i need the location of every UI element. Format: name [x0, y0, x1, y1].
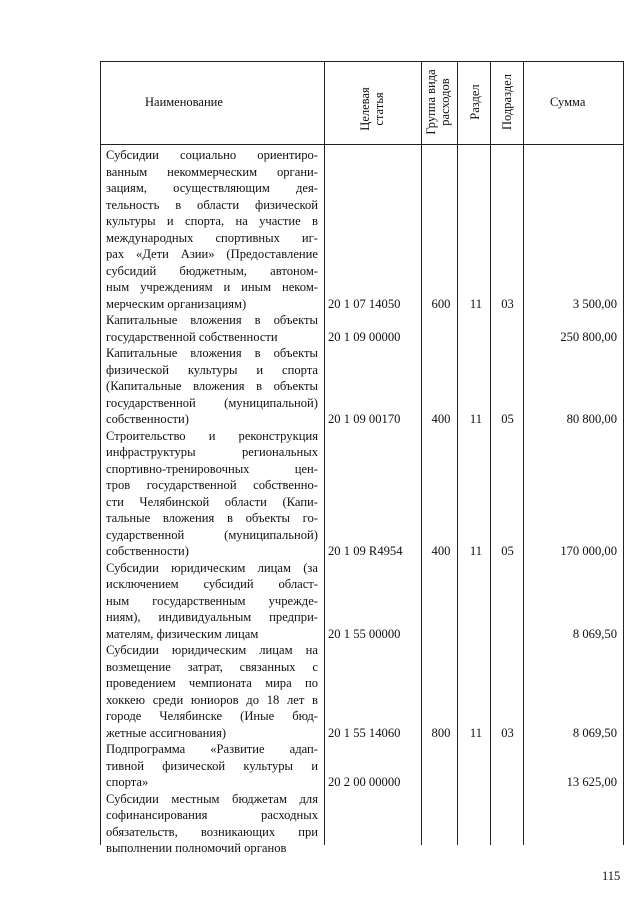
row-name-line: спорта»: [106, 775, 149, 789]
col-border: [421, 61, 422, 845]
row-name-line: софинансирования расходных: [106, 808, 318, 822]
row-name-line: обязательств, возникающих при: [106, 824, 318, 839]
row-group: 800: [431, 725, 451, 740]
page-number: 115: [602, 869, 621, 883]
row-code: 20 1 09 R4954: [328, 544, 403, 558]
row-section: 11: [469, 412, 483, 426]
row-name: [106, 345, 318, 428]
row-name: [106, 560, 318, 643]
row-subsection: 05: [501, 544, 514, 558]
row-group: 400: [431, 544, 451, 558]
row-name-line: рах «Дети Азии» (Предоставление: [106, 247, 318, 261]
row-amount: 250 800,00: [560, 329, 617, 344]
row-name-line: субсидий бюджетным, автоном-: [106, 263, 318, 278]
row-amount: 80 800,00: [566, 412, 617, 426]
row-name: [106, 428, 318, 560]
row-name-line: (Капитальные вложения в объекты: [106, 379, 318, 393]
row-name: [106, 642, 318, 741]
row-name-line: городе Челябинске (Иные бюд-: [106, 709, 318, 723]
row-group: 400: [431, 412, 451, 426]
row-group: 600: [431, 296, 451, 311]
row-amount: 8 069,50: [572, 725, 617, 740]
row-name-line: мерческим организациям): [106, 296, 247, 311]
row-name-line: Субсидии социально ориентиро-: [106, 148, 318, 162]
row-code: 20 2 00 00000: [328, 775, 401, 789]
row-code: 20 1 55 14060: [328, 725, 401, 740]
row-name-line: культуры и спорта, на участие в: [106, 214, 318, 228]
row-amount: 3 500,00: [572, 296, 617, 311]
row-name: [106, 791, 318, 857]
row-name-line: исключением субсидий област-: [106, 577, 318, 591]
row-name-line: государственной (муниципальной): [106, 395, 318, 410]
row-name-line: Субсидии местным бюджетам для: [106, 791, 318, 806]
row-name-line: Строительство и реконструкция: [106, 428, 318, 443]
header-section: Раздел: [468, 84, 482, 120]
row-name-line: мателям, физическим лицам: [106, 626, 259, 641]
row-name-line: спортивно-тренировочных цен-: [106, 461, 318, 476]
row-name-line: Субсидии юридическим лицам на: [106, 643, 318, 657]
header-group: [424, 60, 454, 144]
row-name-line: государственной собственности: [106, 329, 278, 344]
row-name-line: Субсидии юридическим лицам (за: [106, 560, 318, 575]
row-section: 11: [469, 296, 483, 311]
row-name-line: ниям), индивидуальным предпри-: [106, 610, 318, 624]
row-name-line: ным учреждениям и иным неком-: [106, 280, 318, 294]
row-name-line: тельность в области физической: [106, 197, 318, 212]
row-name-line: тальные вложения в объекты го-: [106, 511, 318, 525]
row-name-line: сударственной (муниципальной): [106, 527, 318, 542]
row-name-line: собственности): [106, 412, 189, 426]
header-group-line1: Группа вида: [424, 69, 438, 135]
row-code: 20 1 07 14050: [328, 296, 401, 311]
row-name-line: сти Челябинской области (Капи-: [106, 494, 318, 509]
row-name-line: возмещение затрат, связанных с: [106, 659, 318, 674]
row-amount: 13 625,00: [566, 775, 617, 789]
row-subsection: 05: [501, 412, 514, 426]
header-group-line2: расходов: [438, 78, 452, 126]
col-border: [324, 61, 325, 845]
header-subsection: Подраздел: [500, 74, 514, 130]
col-border: [623, 61, 624, 845]
row-subsection: 03: [501, 725, 514, 740]
row-name: [106, 147, 318, 312]
row-name-line: жетные ассигнования): [106, 725, 227, 740]
row-section: 11: [469, 725, 483, 740]
row-name-line: тивной физической культуры и: [106, 758, 318, 773]
row-name-line: физической культуры и спорта: [106, 362, 318, 377]
row-name: [106, 741, 318, 791]
row-name-line: ванным некоммерческим органи-: [106, 164, 318, 179]
row-amount: 170 000,00: [560, 544, 617, 558]
row-name: [106, 312, 318, 345]
row-code: 20 1 55 00000: [328, 626, 401, 641]
row-subsection: 03: [501, 296, 514, 311]
header-amount: Сумма: [550, 95, 586, 109]
row-name-line: тров государственной собственно-: [106, 478, 318, 492]
header-target-line1: Целевая: [358, 87, 372, 131]
row-name-line: ным государственным учрежде-: [106, 593, 318, 608]
header-name: Наименование: [145, 95, 223, 109]
row-amount: 8 069,50: [572, 626, 617, 641]
row-name-line: проведением чемпионата мира по: [106, 676, 318, 690]
row-name-line: Подпрограмма «Развитие адап-: [106, 742, 318, 756]
row-name-line: зациям, осуществляющим дея-: [106, 181, 318, 195]
row-name-line: собственности): [106, 544, 189, 558]
row-code: 20 1 09 00170: [328, 412, 401, 426]
table-top-border: [100, 61, 624, 62]
row-name-line: хоккею среди юниоров до 18 лет в: [106, 692, 318, 707]
row-code: 20 1 09 00000: [328, 329, 401, 344]
row-name-line: Капитальные вложения в объекты: [106, 346, 318, 360]
col-border: [100, 61, 101, 845]
row-name-line: выполнении полномочий органов: [106, 841, 287, 855]
row-name-line: Капитальные вложения в объекты: [106, 313, 318, 327]
row-name-line: инфраструктуры региональных: [106, 445, 318, 459]
header-target: [358, 67, 388, 151]
row-section: 11: [469, 544, 483, 558]
row-name-line: международных спортивных иг-: [106, 230, 318, 245]
header-target-line2: статья: [372, 92, 386, 126]
